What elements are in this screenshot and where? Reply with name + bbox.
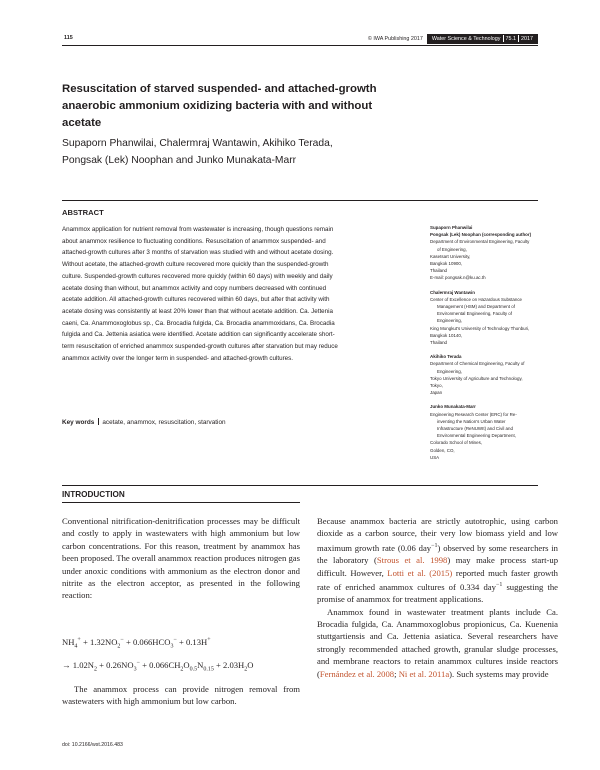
abstract-line: acetate dosing was consistently at least 20% lower than that without acetate addition. Ca. Jettenia: [62, 307, 333, 315]
keywords: [62, 418, 226, 426]
affiliations-column: [430, 224, 560, 468]
author-line: Pongsak (Lek) Noophan and Junko Munakata-Marr: [62, 155, 297, 166]
affiliation-line: Engineering,: [437, 318, 462, 324]
abstract-line: caeni, Ca. Anammoxoglobus sp., Ca. Brocadia fulgida, Ca. Brocadia anammoxidans, Ca. Brocadia: [62, 319, 335, 327]
intro-column-2-paragraph-2: [317, 606, 558, 680]
affiliation-block: [430, 289, 560, 347]
citation-link[interactable]: Ni et al. 2011a: [398, 668, 450, 679]
abstract-line: about anammox resilience to fluctuating conditions. Resuscitation of anammox suspended- and: [62, 237, 326, 245]
text-span: Anammox found in wastewater treatment plants include Ca. Brocadia fulgida, Ca. Anammoxoglobus propionicus, Ca. Kuenenia stuttgartiensis and Ca. Jettenia asiatica. Several researchers have strongly recommended attached growth, granular sludge processes, and membrane reactors to retain anammox cultures inside reactors (: [317, 606, 558, 679]
article-title: [62, 81, 422, 132]
citation-link[interactable]: Lotti et al. (2015): [387, 567, 453, 578]
affiliation-block: [430, 224, 560, 282]
journal-header: [62, 32, 538, 46]
title-line: Resuscitation of starved suspended- and attached-growth: [62, 83, 377, 95]
intro-paragraph-1: Conventional nitrification-denitrification processes may be difficult and costly to apply in wastewaters with high ammonium but low carbon concentrations. For this reason, treatment by anammox has been proposed. The overall anammox reaction produces nitrogen gas under anoxic conditions with ammonium as the electron donor and nitrite as the electron acceptor, as presented in the following reaction:: [62, 516, 300, 601]
affiliation-line: Management (HSM) and Department of: [437, 304, 515, 310]
affiliation-line: Center of Excellence on Hazardous Substance: [430, 296, 523, 302]
text-span: Because anammox bacteria are strictly autotrophic, using carbon dioxide as a carbon source, their very low biomass yield and low maximum growth rate (0.06 day: [317, 516, 558, 553]
affiliation-line: Tokyo,: [430, 383, 443, 389]
affiliation-line: Engineering,: [437, 368, 462, 374]
affiliation-line: Infrastructure (ReNUWIt) and Civil and: [437, 426, 513, 432]
keywords-list: acetate, anammox, resuscitation, starvation: [102, 419, 226, 426]
author-line: Supaporn Phanwilai, Chalermraj Wantawin, Akihiko Terada,: [62, 138, 333, 149]
affiliation-author: Junko Munakata-Marr: [430, 404, 476, 410]
affiliation-line: Kasetsart University,: [430, 253, 471, 259]
text-span: ). Such systems may provide: [449, 668, 549, 679]
abstract-line: anammox activity over the longer term in suspended- and attached-growth cultures.: [62, 354, 294, 362]
abstract-line: culture. Suspended-growth cultures recovered more quickly (within 60 days) with weekly and daily: [62, 272, 333, 280]
affiliation-author: Akihiko Terada: [430, 354, 462, 360]
affiliation-line: Tokyo University of Agriculture and Technology,: [430, 375, 523, 381]
affiliation-line: Golden, CO,: [430, 447, 455, 453]
affiliation-block: [430, 353, 560, 396]
publisher-label: © IWA Publishing 2017: [367, 35, 423, 42]
intro-paragraph-2: The anammox process can provide nitrogen removal from wastewaters with high ammonium but low carbon.: [62, 684, 300, 707]
introduction-heading: INTRODUCTION: [62, 490, 125, 499]
affiliation-line: Japan: [430, 390, 443, 396]
text-span: ;: [394, 668, 399, 679]
title-line: acetate: [62, 117, 102, 129]
affiliation-line: Thailand: [430, 268, 448, 274]
heading-underline: [62, 502, 300, 503]
author-list: [62, 135, 402, 169]
text-span: suggesting the promise of anammox for treatment applications.: [317, 581, 558, 605]
affiliation-line: Department of Chemical Engineering, Faculty of: [430, 361, 525, 367]
citation-link[interactable]: Strous et al. 1998: [376, 555, 448, 566]
abstract-line: Anammox application for nutrient removal from wastewater is increasing, though questions remain: [62, 226, 334, 233]
journal-volume: 75.1: [505, 35, 516, 42]
affiliation-line: inventing the Nation's Urban Water: [437, 418, 506, 424]
keywords-label: Key words: [62, 419, 95, 426]
affiliation-line: Engineering Research Center (ERC) for Re-: [430, 411, 517, 417]
abstract-heading: ABSTRACT: [62, 208, 104, 217]
section-rule: [62, 485, 538, 486]
affiliation-author: Pongsak (Lek) Noophan (corresponding author): [430, 232, 532, 238]
abstract-line: Without acetate, the attached-growth culture recovered more quickly than the suspended-growth: [62, 261, 329, 269]
doi-footer[interactable]: doi: 10.2166/wst.2016.483: [62, 742, 123, 748]
section-rule: [62, 200, 538, 201]
affiliation-line: Environmental Engineering Department,: [437, 433, 516, 439]
abstract-text: [62, 224, 412, 364]
text-span: reported much faster growth rate of enriched anammox cultures of 0.334 day: [317, 567, 558, 592]
journal-name: Water Science & Technology: [431, 35, 501, 42]
affiliation-line: USA: [430, 454, 440, 460]
affiliation-author: Chalermraj Wantawin: [430, 289, 475, 295]
affiliation-line: of Engineering,: [437, 246, 467, 252]
affiliation-line: Environmental Engineering, Faculty of: [437, 311, 512, 317]
abstract-line: acetate addition. All attached-growth cultures recovered within 60 days, but after that activity with: [62, 296, 330, 304]
page-number: 115: [64, 35, 73, 41]
abstract-line: acetate dosing than without, but anammox activity and copy numbers decreased with continued: [62, 284, 327, 292]
journal-badge: [427, 34, 538, 44]
intro-column-2: Because anammox bacteria are strictly autotrophic, using carbon dioxide as a carbon source, their very low biomass yield and low maximum growth rate (0.06 day$^{-1}$) observed by some researchers in the laboratory (Strous et al. 1998) may make process start-up difficult. However, Lotti et al. (2015) reported much faster growth rate of enriched anammox cultures of 0.334 day$^{-1}$ suggesting the promise of anammox for treatment applications. Anammox found in wastewater treatment plants include Ca. Brocadia fulgida, Ca. Anammoxoglobus propionicus, Ca. Kuenenia stuttgartiensis and Ca. Jettenia asiatica. Several researchers have strongly recommended attached growth, granular sludge processes, and membrane reactors to retain anammox cultures inside reactors (Fernández et al. 2008; Ni et al. 2011a). Such systems may provide: [317, 516, 559, 679]
affiliation-line: Colorado School of Mines,: [430, 440, 483, 446]
affiliation-line: King Mongkut's University of Technology Thonburi,: [430, 325, 530, 331]
citation-link[interactable]: Fernández et al. 2008: [319, 668, 395, 679]
keywords-divider: [98, 418, 99, 425]
affiliation-block: [430, 403, 560, 461]
abstract-line: attached-growth cultures after 3 months of starvation was studied with and without acetate dosing.: [62, 249, 334, 257]
affiliation-line: Bangkok 10900,: [430, 261, 463, 267]
text-span: ) may make process start-up difficult. However,: [317, 555, 559, 578]
journal-year: 2017: [521, 35, 533, 42]
abstract-line: term resuscitation of enriched anammox suspended-growth cultures after starvation but may reduce: [62, 343, 338, 351]
title-line: anaerobic ammonium oxidizing bacteria with and without: [62, 100, 373, 112]
affiliation-line: Thailand: [430, 340, 448, 346]
anammox-reaction-equation: $NH_4^+ + 1.32NO_2^- + 0.066HCO_3^- + 0.13H^+$ → $1.02N_2 + 0.26NO_3^- + 0.066CH_2O_{0.5}N_{0.15} + 2.03H_2O$: [62, 636, 254, 673]
abstract-line: fulgida and Ca. Jettenia asiatica were identified. Acetate addition can significantly accelerate short-: [62, 331, 335, 339]
affiliation-line: Department of Environmental Engineering, Faculty: [430, 239, 530, 245]
text-span: ) observed by some researchers in the laboratory (: [317, 542, 558, 566]
header-right: [368, 33, 538, 44]
affiliation-line: E-mail: pongsak.n@ku.ac.th: [430, 275, 486, 281]
affiliation-line: Bangkok 10140,: [430, 332, 463, 338]
affiliation-author: Supaporn Phanwilai: [430, 225, 473, 230]
